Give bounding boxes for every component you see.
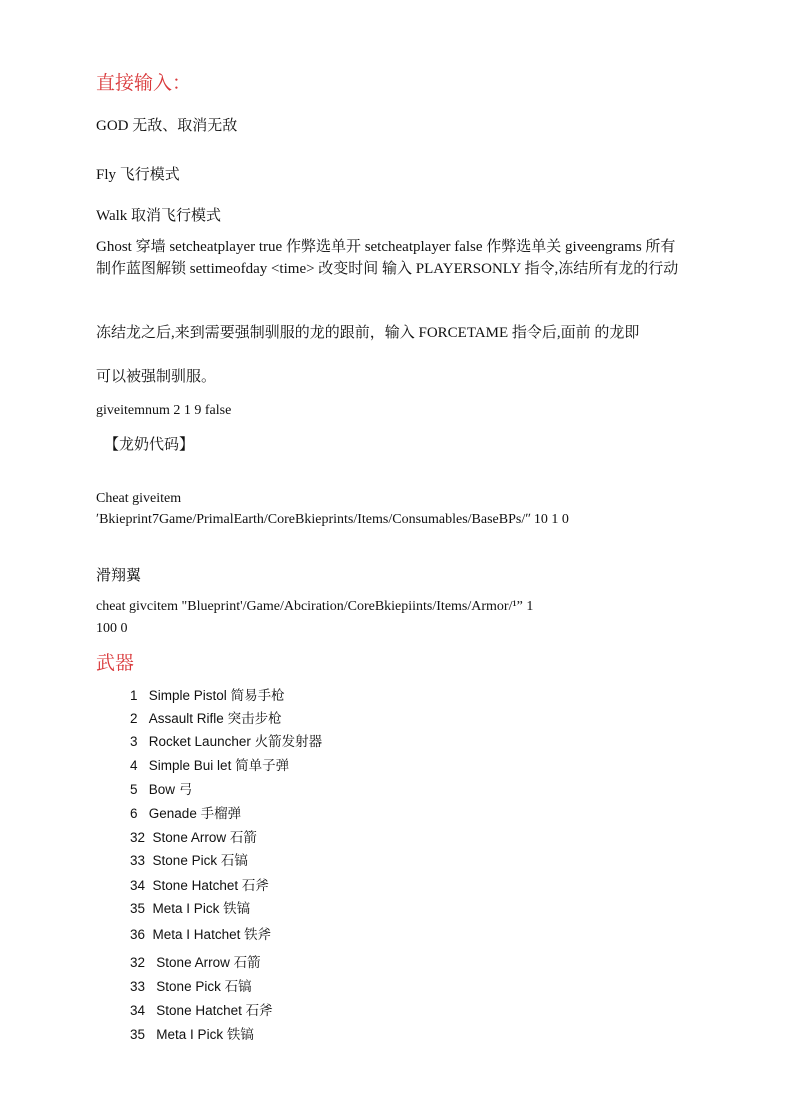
item-number: 36: [130, 927, 146, 942]
item-name: Meta I Hatchet: [152, 927, 241, 942]
item-chinese-name: 火箭发射器: [254, 734, 323, 749]
list-item: [130, 707, 282, 727]
item-number: 35: [130, 901, 146, 916]
heading-weapons: 武器: [96, 653, 135, 674]
item-name: Stone Pick: [156, 979, 221, 994]
item-number: 33: [130, 853, 146, 868]
item-number: 2: [130, 711, 138, 726]
list-item: [130, 923, 271, 943]
item-number: 32: [130, 955, 146, 970]
glider-title: 滑翔翼: [96, 568, 142, 584]
item-name: Stone Arrow: [156, 955, 230, 970]
item-chinese-name: 简单子弹: [235, 758, 290, 773]
item-number: 34: [130, 1003, 146, 1018]
item-chinese-name: 石箭: [233, 955, 261, 970]
item-name: Meta I Pick: [152, 901, 220, 916]
paragraph-force-tame: 可以被强制驯服。: [96, 369, 217, 385]
item-name: Assault Rifle: [148, 711, 224, 726]
item-number: 35: [130, 1027, 146, 1042]
list-item: [130, 1023, 254, 1043]
item-name: Meta I Pick: [156, 1027, 224, 1042]
item-number: 34: [130, 878, 146, 893]
item-chinese-name: 石箭: [229, 830, 257, 845]
item-number: 33: [130, 979, 146, 994]
item-number: 32: [130, 830, 146, 845]
item-chinese-name: 简易手枪: [230, 688, 285, 703]
list-item: [130, 975, 252, 995]
item-number: 1: [130, 688, 138, 703]
paragraph-freeze-dragon: 冻结龙之后,来到需要强制驯服的龙的跟前，输入 FORCETAME 指令后,面前 的龙即: [96, 325, 640, 341]
item-name: Genade: [148, 806, 197, 821]
item-chinese-name: 突击步枪: [227, 711, 282, 726]
item-number: 3: [130, 734, 138, 749]
item-name: Stone Hatchet: [156, 1003, 242, 1018]
list-item: [130, 951, 261, 971]
list-item: [130, 826, 257, 846]
list-item: [130, 684, 285, 704]
item-name: Bow: [148, 782, 176, 797]
command-giveitemnum: giveitemnum 2 1 9 false: [96, 403, 232, 418]
glider-command-line-1: cheat givcitem "Blueprint'/Game/Abciration/CoreBkiepiints/Items/Armor/¹” 1: [96, 599, 534, 614]
list-item: [130, 730, 322, 750]
item-number: 4: [130, 758, 138, 773]
glider-command-line-2: 100 0: [96, 621, 128, 636]
list-item: [130, 999, 273, 1019]
list-item: [130, 874, 269, 894]
item-chinese-name: 石斧: [241, 878, 269, 893]
item-name: Stone Hatchet: [152, 878, 239, 893]
line-god: GOD 无敌、取消无敌: [96, 118, 238, 134]
item-number: 5: [130, 782, 138, 797]
item-chinese-name: 石镐: [220, 853, 248, 868]
item-number: 6: [130, 806, 138, 821]
paragraph-ghost-commands: Ghost 穿墙 setcheatplayer true 作弊选单开 setcheatplayer false 作弊选单关 giveengrams 所有制作蓝图解锁 settimeofday <time> 改变时间 输入 PLAYERSONLY 指令,冻结所有龙的行动: [96, 239, 679, 277]
cheat-command-line-1: Cheat giveitem: [96, 491, 182, 506]
item-chinese-name: 石斧: [245, 1003, 273, 1018]
list-item: [130, 849, 248, 869]
item-name: Stone Arrow: [152, 830, 227, 845]
item-chinese-name: 弓: [178, 782, 193, 797]
list-item: [130, 897, 250, 917]
dragon-milk-code-label: 【龙奶代码】: [104, 437, 195, 453]
item-name: Simple Pistol: [148, 688, 227, 703]
item-name: Simple Bui let: [148, 758, 232, 773]
list-item: [130, 754, 289, 774]
item-chinese-name: 铁镐: [223, 901, 251, 916]
cheat-command-line-2: ʹBkieprint7Game/PrimalEarth/CoreBkieprints/Items/Consumables/BaseBPs/ʺ 10 1 0: [96, 512, 569, 527]
list-item: [130, 778, 192, 798]
item-chinese-name: 石镐: [224, 979, 252, 994]
item-name: Rocket Launcher: [148, 734, 251, 749]
item-chinese-name: 铁镐: [226, 1027, 254, 1042]
item-chinese-name: 手榴弹: [200, 806, 242, 821]
item-chinese-name: 铁斧: [244, 927, 272, 942]
line-fly: Fly 飞行模式: [96, 167, 180, 183]
line-walk: Walk 取消飞行模式: [96, 208, 222, 224]
list-item: [130, 802, 241, 822]
heading-direct-input: 直接输入：: [96, 73, 192, 94]
item-name: Stone Pick: [152, 853, 218, 868]
